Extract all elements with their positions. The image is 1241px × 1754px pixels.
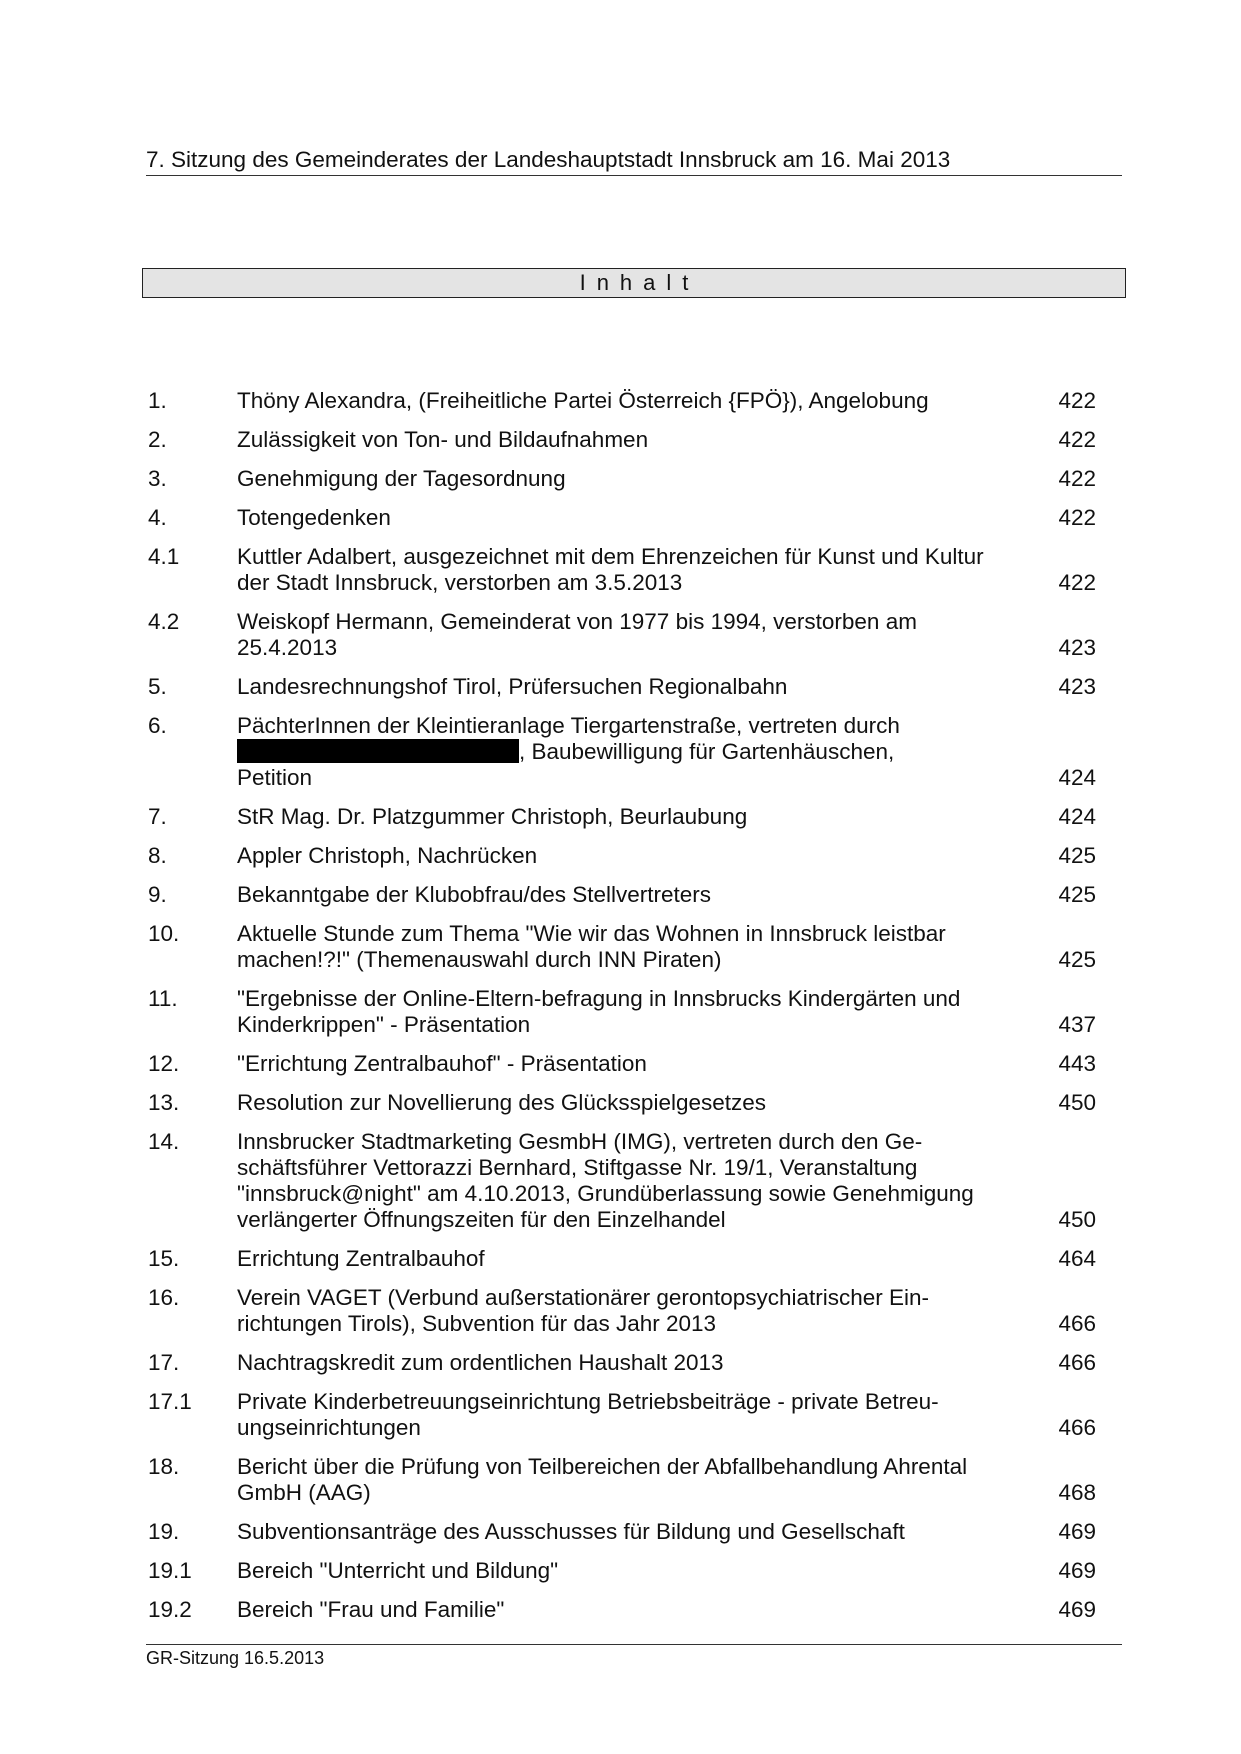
toc-entry-line: Innsbrucker Stadtmarketing GesmbH (IMG), vertreten durch den Ge- (237, 1129, 923, 1154)
table-of-contents (148, 388, 1096, 1636)
toc-entry (148, 427, 1096, 453)
toc-entry-line: Verein VAGET (Verbund außerstationärer gerontopsychiatrischer Ein- (237, 1285, 930, 1310)
toc-entry (148, 1454, 1096, 1506)
toc-entry-title (237, 986, 1016, 1038)
toc-heading: Inhalt (579, 270, 700, 295)
toc-entry-title (237, 544, 1016, 596)
toc-entry (148, 986, 1096, 1038)
toc-entry-page: 423 (1058, 635, 1096, 660)
toc-entry-line: 25.4.2013 (237, 635, 338, 660)
toc-entry-line: Genehmigung der Tagesordnung (237, 466, 566, 491)
toc-entry-title (237, 1389, 1016, 1441)
toc-entry-title (237, 388, 1016, 414)
toc-entry (148, 804, 1096, 830)
toc-entry-line: GmbH (AAG) (237, 1480, 371, 1505)
toc-entry-number: 10. (148, 921, 180, 946)
toc-entry-line: "Ergebnisse der Online-Eltern-befragung in Innsbrucks Kindergärten und (237, 986, 961, 1011)
toc-entry-line: schäftsführer Vettorazzi Bernhard, Stiftgasse Nr. 19/1, Veranstaltung (237, 1155, 918, 1180)
toc-entry-number: 14. (148, 1129, 180, 1154)
toc-entry-title (237, 921, 1016, 973)
toc-entry (148, 1090, 1096, 1116)
toc-entry-page: 422 (1058, 505, 1096, 530)
toc-entry-page: 422 (1058, 570, 1096, 595)
toc-entry-page: 422 (1058, 466, 1096, 491)
toc-entry-line: "Errichtung Zentralbauhof" - Präsentation (237, 1051, 647, 1076)
toc-entry (148, 609, 1096, 661)
toc-entry-page: 422 (1058, 427, 1096, 452)
toc-entry-page: 464 (1058, 1246, 1096, 1271)
toc-entry (148, 713, 1096, 791)
toc-entry-line: Resolution zur Novellierung des Glücksspielgesetzes (237, 1090, 767, 1115)
toc-entry (148, 466, 1096, 492)
toc-entry-line: Aktuelle Stunde zum Thema "Wie wir das Wohnen in Innsbruck leistbar (237, 921, 946, 946)
toc-entry-number: 4.2 (148, 609, 180, 634)
toc-entry-line: Zulässigkeit von Ton- und Bildaufnahmen (237, 427, 649, 452)
toc-entry-line: verlängerter Öffnungszeiten für den Einzelhandel (237, 1207, 726, 1232)
toc-entry-line: Bekanntgabe der Klubobfrau/des Stellvertreters (237, 882, 712, 907)
toc-entry-number: 6. (148, 713, 167, 738)
toc-entry-number: 17.1 (148, 1389, 192, 1414)
toc-entry-page: 466 (1058, 1311, 1096, 1336)
toc-entry-line: Errichtung Zentralbauhof (237, 1246, 485, 1271)
toc-entry-page: 450 (1058, 1207, 1096, 1232)
toc-entry-number: 5. (148, 674, 167, 699)
toc-entry (148, 1246, 1096, 1272)
toc-entry (148, 1558, 1096, 1584)
toc-entry-page: 425 (1058, 843, 1096, 868)
toc-entry-number: 18. (148, 1454, 180, 1479)
toc-entry-title (237, 466, 1016, 492)
toc-entry-title (237, 882, 1016, 908)
toc-entry-page: 466 (1058, 1350, 1096, 1375)
toc-entry-number: 16. (148, 1285, 180, 1310)
toc-entry-title (237, 1051, 1016, 1077)
toc-entry-page: 422 (1058, 388, 1096, 413)
toc-entry-title (237, 843, 1016, 869)
toc-entry-number: 9. (148, 882, 167, 907)
toc-entry-line: Bericht über die Prüfung von Teilbereichen der Abfallbehandlung Ahrental (237, 1454, 968, 1479)
toc-entry-title (237, 427, 1016, 453)
toc-entry-number: 3. (148, 466, 167, 491)
toc-entry-title (237, 1246, 1016, 1272)
toc-entry-line: "innsbruck@night" am 4.10.2013, Grundüberlassung sowie Genehmigung (237, 1181, 974, 1206)
toc-entry-line: machen!?!" (Themenauswahl durch INN Piraten) (237, 947, 722, 972)
toc-entry-number: 1. (148, 388, 167, 413)
toc-entry-page: 425 (1058, 882, 1096, 907)
toc-entry-number: 12. (148, 1051, 180, 1076)
toc-entry-title (237, 674, 1016, 700)
toc-entry-page: 425 (1058, 947, 1096, 972)
toc-entry-line: Totengedenken (237, 505, 391, 530)
toc-entry-title (237, 804, 1016, 830)
toc-entry-title (237, 505, 1016, 531)
toc-entry-line: ungseinrichtungen (237, 1415, 421, 1440)
toc-entry-page: 468 (1058, 1480, 1096, 1505)
toc-entry-title (237, 1129, 1016, 1233)
toc-entry-page: 469 (1058, 1519, 1096, 1544)
toc-entry-number: 4.1 (148, 544, 180, 569)
toc-entry-title (237, 1558, 1016, 1584)
toc-entry-number: 2. (148, 427, 167, 452)
toc-entry-number: 19.2 (148, 1597, 192, 1622)
toc-entry-number: 11. (148, 986, 178, 1011)
toc-entry-line: Petition (237, 765, 313, 790)
toc-entry-number: 8. (148, 843, 167, 868)
toc-entry (148, 1129, 1096, 1233)
toc-entry-number: 13. (148, 1090, 180, 1115)
toc-entry-number: 19.1 (148, 1558, 192, 1583)
toc-title-box (142, 268, 1126, 298)
toc-entry-page: 424 (1058, 765, 1096, 790)
toc-entry-number: 4. (148, 505, 167, 530)
toc-entry (148, 843, 1096, 869)
toc-entry-line: Subventionsanträge des Ausschusses für Bildung und Gesellschaft (237, 1519, 905, 1544)
toc-entry-line: StR Mag. Dr. Platzgummer Christoph, Beurlaubung (237, 804, 748, 829)
toc-entry (148, 921, 1096, 973)
toc-entry-line: Bereich "Unterricht und Bildung" (237, 1558, 559, 1583)
toc-entry-title (237, 1597, 1016, 1623)
toc-entry-line: Private Kinderbetreuungseinrichtung Betriebsbeiträge - private Betreu- (237, 1389, 939, 1414)
toc-entry-page: 424 (1058, 804, 1096, 829)
toc-entry-line: Landesrechnungshof Tirol, Prüfersuchen Regionalbahn (237, 674, 788, 699)
toc-entry (148, 674, 1096, 700)
page-header: 7. Sitzung des Gemeinderates der Landeshauptstadt Innsbruck am 16. Mai 2013 (146, 146, 1122, 176)
toc-entry-line: der Stadt Innsbruck, verstorben am 3.5.2013 (237, 570, 683, 595)
toc-entry-page: 423 (1058, 674, 1096, 699)
redaction-bar (237, 739, 519, 763)
toc-entry (148, 1389, 1096, 1441)
toc-entry (148, 1519, 1096, 1545)
toc-entry-line: Weiskopf Hermann, Gemeinderat von 1977 bis 1994, verstorben am (237, 609, 917, 634)
page-footer: GR-Sitzung 16.5.2013 (146, 1644, 1122, 1669)
toc-entry-page: 466 (1058, 1415, 1096, 1440)
toc-entry (148, 1051, 1096, 1077)
toc-entry-page: 437 (1058, 1012, 1096, 1037)
toc-entry-page: 469 (1058, 1597, 1096, 1622)
toc-entry (148, 1350, 1096, 1376)
toc-entry-title (237, 609, 1016, 661)
toc-entry (148, 505, 1096, 531)
toc-entry-title (237, 1350, 1016, 1376)
toc-entry-line: PächterInnen der Kleintieranlage Tiergartenstraße, vertreten durch (237, 713, 900, 738)
toc-entry-line: Nachtragskredit zum ordentlichen Haushalt 2013 (237, 1350, 724, 1375)
toc-entry (148, 388, 1096, 414)
toc-entry (148, 1285, 1096, 1337)
toc-entry-line: Kuttler Adalbert, ausgezeichnet mit dem Ehrenzeichen für Kunst und Kultur (237, 544, 984, 569)
toc-entry-title (237, 1285, 1016, 1337)
toc-entry (148, 1597, 1096, 1623)
toc-entry-page: 450 (1058, 1090, 1096, 1115)
toc-entry-number: 7. (148, 804, 167, 829)
toc-entry-number: 19. (148, 1519, 180, 1544)
toc-entry-line: richtungen Tirols), Subvention für das Jahr 2013 (237, 1311, 717, 1336)
toc-entry-line: Appler Christoph, Nachrücken (237, 843, 538, 868)
toc-entry (148, 882, 1096, 908)
toc-entry-line: Bereich "Frau und Familie" (237, 1597, 505, 1622)
toc-entry (148, 544, 1096, 596)
toc-entry-title (237, 1454, 1016, 1506)
toc-entry-page: 443 (1058, 1051, 1096, 1076)
toc-entry-number: 17. (148, 1350, 180, 1375)
toc-entry-line: , Baubewilligung für Gartenhäuschen, (519, 739, 895, 764)
toc-entry-title (237, 1519, 1016, 1545)
toc-entry-line: Thöny Alexandra, (Freiheitliche Partei Österreich {FPÖ}), Angelobung (237, 388, 929, 413)
toc-entry-title (237, 713, 1016, 791)
toc-entry-number: 15. (148, 1246, 180, 1271)
toc-entry-page: 469 (1058, 1558, 1096, 1583)
toc-entry-line-redacted (237, 739, 1016, 765)
toc-entry-title (237, 1090, 1016, 1116)
toc-entry-line: Kinderkrippen" - Präsentation (237, 1012, 531, 1037)
